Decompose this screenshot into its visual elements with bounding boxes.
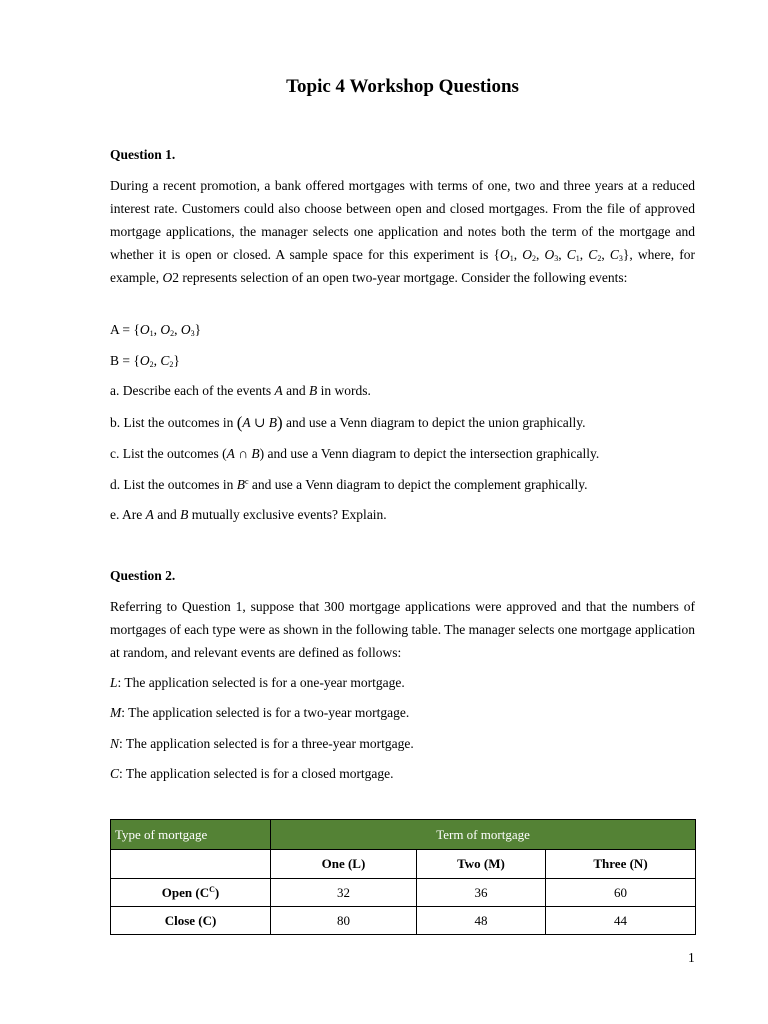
question-1-part-a: a. Describe each of the events A and B in words. — [110, 383, 371, 398]
page-number: 1 — [688, 950, 695, 965]
table-cell: 32 — [271, 879, 417, 907]
column-header-three: Three (N) — [546, 850, 696, 879]
table-cell: 36 — [416, 879, 545, 907]
column-header-one: One (L) — [271, 850, 417, 879]
table-cell: 60 — [546, 879, 696, 907]
question-1-part-c: c. List the outcomes (A ∩ B) and use a Venn diagram to depict the intersection graphically. — [110, 446, 600, 461]
term-of-mortgage-header: Term of mortgage — [271, 820, 696, 850]
page-title: Topic 4 Workshop Questions — [286, 76, 519, 97]
table-subheader-row — [111, 850, 696, 879]
row-label-open: Open $(C^C)$ — [111, 879, 271, 907]
event-a-definition: $A = \{O_1$, $O_2$, $O_3$} — [110, 322, 202, 338]
row-label-close: Close (C) — [111, 907, 271, 935]
event-c-definition: C: The application selected is for a closed mortgage. — [110, 766, 394, 781]
question-2-intro: Referring to Question 1, suppose that 300 mortgage applications were approved and that the numbers of mortgages of each type were as shown in the following table. The manager selects one mortgage application at random, and relevant events are defined as follows: — [110, 599, 695, 660]
question-1-part-d: d. List the outcomes in $B^c$ and use a Venn diagram to depict the complement graphically. — [110, 477, 588, 492]
question-2-heading: Question 2. — [110, 568, 176, 583]
table-row — [111, 879, 696, 907]
table-header-row — [111, 820, 696, 850]
event-m-definition: M: The application selected is for a two-year mortgage. — [110, 705, 410, 720]
event-b-definition: $B = \{O_2$, $C_2$} — [110, 353, 180, 369]
table-cell: 48 — [416, 907, 545, 935]
event-n-definition: N: The application selected is for a three-year mortgage. — [110, 736, 414, 751]
question-1-heading: Question 1. — [110, 147, 176, 162]
table-cell: 80 — [271, 907, 417, 935]
event-l-definition: L: The application selected is for a one-year mortgage. — [110, 675, 405, 690]
column-header-two: Two (M) — [416, 850, 545, 879]
empty-corner-cell — [111, 850, 271, 879]
table-row — [111, 907, 696, 935]
table-cell: 44 — [546, 907, 696, 935]
question-1-part-b: b. List the outcomes in (A ∪ B) and use a Venn diagram to depict the union graphically. — [110, 413, 586, 432]
type-of-mortgage-header: Type of mortgage — [111, 820, 271, 850]
mortgage-table — [110, 819, 696, 935]
question-1-part-e: e. Are A and B mutually exclusive events? Explain. — [110, 507, 387, 522]
question-1-intro: During a recent promotion, a bank offered mortgages with terms of one, two and three years at a reduced interest rate. Customers could also choose between open and closed mortgages. From the file of approved mortgage applications, the manager selects one application and notes both the term of the mortgage and whether it is open or closed. A sample space for this experiment is {$O_1$, $O_2$, $O_3$, $C_1$, $C_2$, $C_3$}, where, for example, O2 represents selection of an open two-year mortgage. Consider the following events: — [110, 178, 696, 285]
